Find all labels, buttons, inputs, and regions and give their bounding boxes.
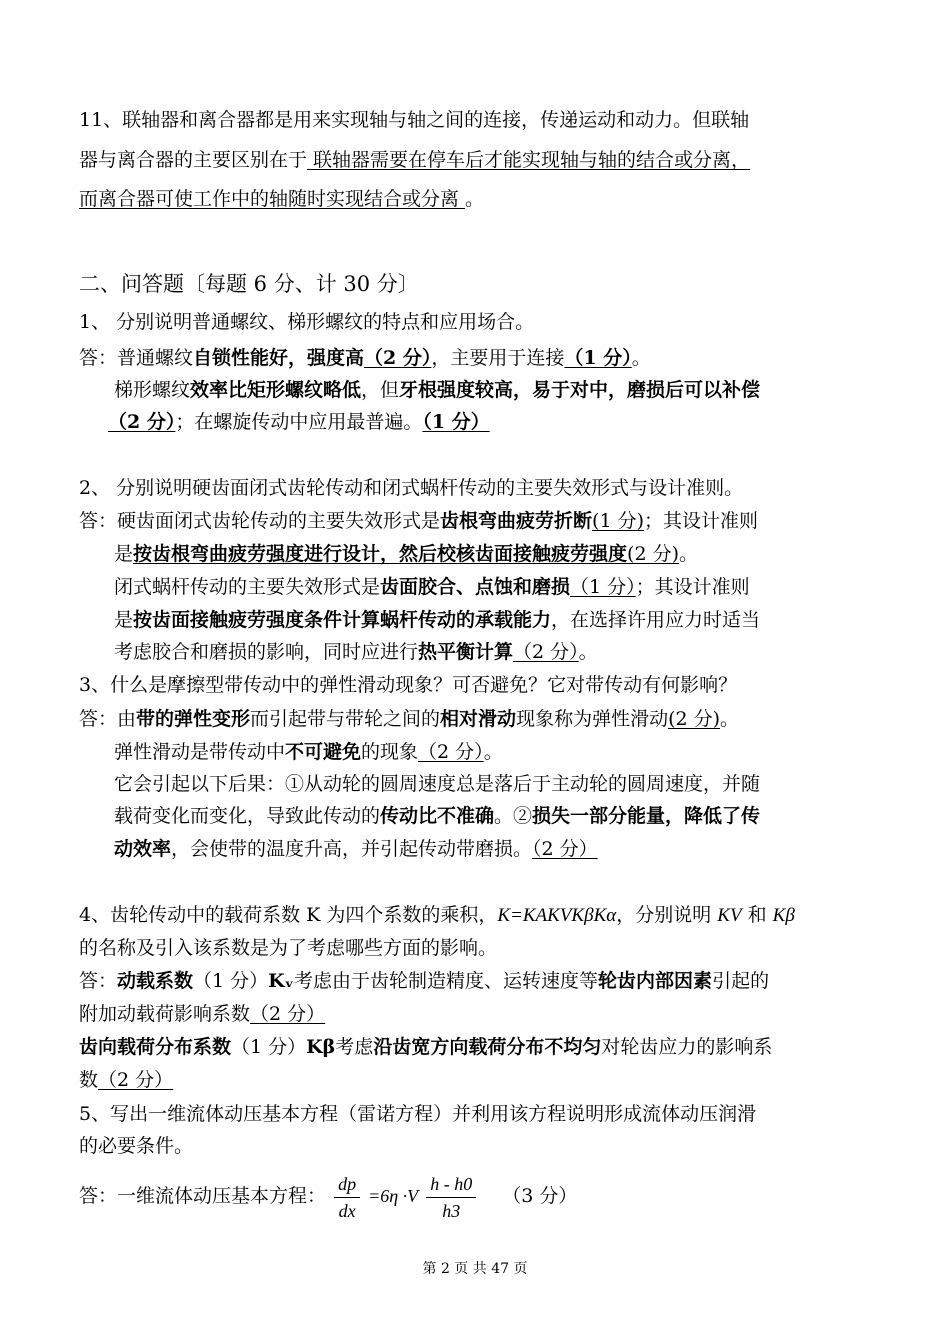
score: （2 分） <box>532 838 598 860</box>
formula-dp-dx: $\frac{dp}{dx}$ <box>334 1171 360 1224</box>
formula-h-ratio: $\frac{h - h0}{h3}$ <box>426 1171 476 1224</box>
q11-line3: 而离合器可使工作中的轴随时实现结合或分离 。 <box>79 188 485 210</box>
q2-answer-line2: 是按齿根弯曲疲劳强度进行设计，然后校核齿面接触疲劳强度(2 分)。 <box>114 543 699 565</box>
q1-answer-line3: （2 分）；在螺旋传动中应用最普遍。（1 分） <box>108 411 490 433</box>
formula-mid: =6η ·V <box>368 1186 419 1206</box>
q4-answer-line2: 附加动载荷影响系数（2 分） <box>79 1003 326 1025</box>
q2-question: 2、 分别说明硬齿面闭式齿轮传动和闭式蜗杆传动的主要失效形式与设计准则。 <box>79 477 744 499</box>
q11-line1: 11、联轴器和离合器都是用来实现轴与轴之间的连接，传递运动和动力。但联轴 <box>79 109 750 131</box>
score: （2 分） <box>364 347 432 369</box>
q1-question: 1、 分别说明普通螺纹、梯形螺纹的特点和应用场合。 <box>79 311 535 333</box>
score: (1 分) <box>592 510 644 532</box>
score: （1 分） <box>422 411 490 433</box>
k-formula: K=KAKVKβKα <box>497 905 617 926</box>
score: （2 分） <box>108 411 176 433</box>
q1-answer-line1: 答：普通螺纹自锁性能好，强度高（2 分），主要用于连接（1 分）。 <box>79 347 651 369</box>
q2-answer-line4: 是按齿面接触疲劳强度条件计算蜗杆传动的承载能力，在选择许用应力时适当 <box>114 609 761 631</box>
score: （2 分） <box>513 641 579 663</box>
q4-answer-line1: 答：动载系数（1 分）Kᵥ考虑由于齿轮制造精度、运转速度等轮齿内部因素引起的 <box>79 970 770 992</box>
q3-answer-line2: 弹性滑动是带传动中不可避免的现象（2 分）。 <box>114 741 503 763</box>
score: （2 分） <box>418 741 484 763</box>
q4-answer-line3: 齿向载荷分布系数（1 分）Kβ考虑沿齿宽方向载荷分布不均匀对轮齿应力的影响系 <box>79 1036 773 1058</box>
score: （2 分） <box>98 1069 174 1091</box>
score: (2 分) <box>668 708 721 730</box>
score: （3 分） <box>502 1185 578 1207</box>
score: （1 分） <box>570 576 636 598</box>
score: （2 分） <box>250 1003 326 1025</box>
q11-answer: 联轴器需要在停车后才能实现轴与轴的结合或分离， <box>307 149 751 171</box>
q2-answer-line1: 答：硬齿面闭式齿轮传动的主要失效形式是齿根弯曲疲劳折断(1 分)；其设计准则 <box>79 510 759 532</box>
q2-answer-line5: 考虑胶合和磨损的影响，同时应进行热平衡计算（2 分）。 <box>114 641 598 663</box>
score: （1 分） <box>564 347 632 369</box>
q3-answer-line4: 载荷变化而变化，导致此传动的传动比不准确。②损失一部分能量，降低了传 <box>114 805 761 827</box>
q3-question: 3、什么是摩擦型带传动中的弹性滑动现象？可否避免？它对带传动有何影响？ <box>79 674 738 696</box>
q3-answer-line3: 它会引起以下后果：①从动轮的圆周速度总是落后于主动轮的圆周速度，并随 <box>114 773 761 795</box>
q4-answer-line4: 数（2 分） <box>79 1069 174 1091</box>
score: (2 分) <box>627 543 679 565</box>
q3-answer-line5: 动效率，会使带的温度升高，并引起传动带磨损。（2 分） <box>114 838 598 860</box>
q2-answer-line3: 闭式蜗杆传动的主要失效形式是齿面胶合、点蚀和磨损（1 分）；其设计准则 <box>114 576 750 598</box>
q4-question-line2: 的名称及引入该系数是为了考虑哪些方面的影响。 <box>79 937 498 959</box>
q5-question-line1: 5、写出一维流体动压基本方程（雷诺方程）并利用该方程说明形成流体动压润滑 <box>79 1103 757 1125</box>
q1-answer-line2: 梯形螺纹效率比矩形螺纹略低，但牙根强度较高，易于对中，磨损后可以补偿 <box>114 379 761 401</box>
q4-question-line1: 4、齿轮传动中的载荷系数 K 为四个系数的乘积，K=KAKVKβKα，分别说明 KV 和 Kβ <box>79 904 795 926</box>
section-title: 二、问答题〔每题 6 分、计 30 分〕 <box>79 272 419 296</box>
q11-line2: 器与离合器的主要区别在于 联轴器需要在停车后才能实现轴与轴的结合或分离， <box>79 149 751 171</box>
page-footer: 第 2 页 共 47 页 <box>422 1261 528 1277</box>
q5-question-line2: 的必要条件。 <box>79 1135 194 1157</box>
q3-answer-line1: 答：由带的弹性变形而引起带与带轮之间的相对滑动现象称为弹性滑动(2 分)。 <box>79 708 740 730</box>
q5-answer-line1: 答：一维流体动压基本方程： $\frac{dp}{dx}$ =6η ·V $\frac{h - h0}{h3}$ （3 分） <box>79 1166 577 1226</box>
